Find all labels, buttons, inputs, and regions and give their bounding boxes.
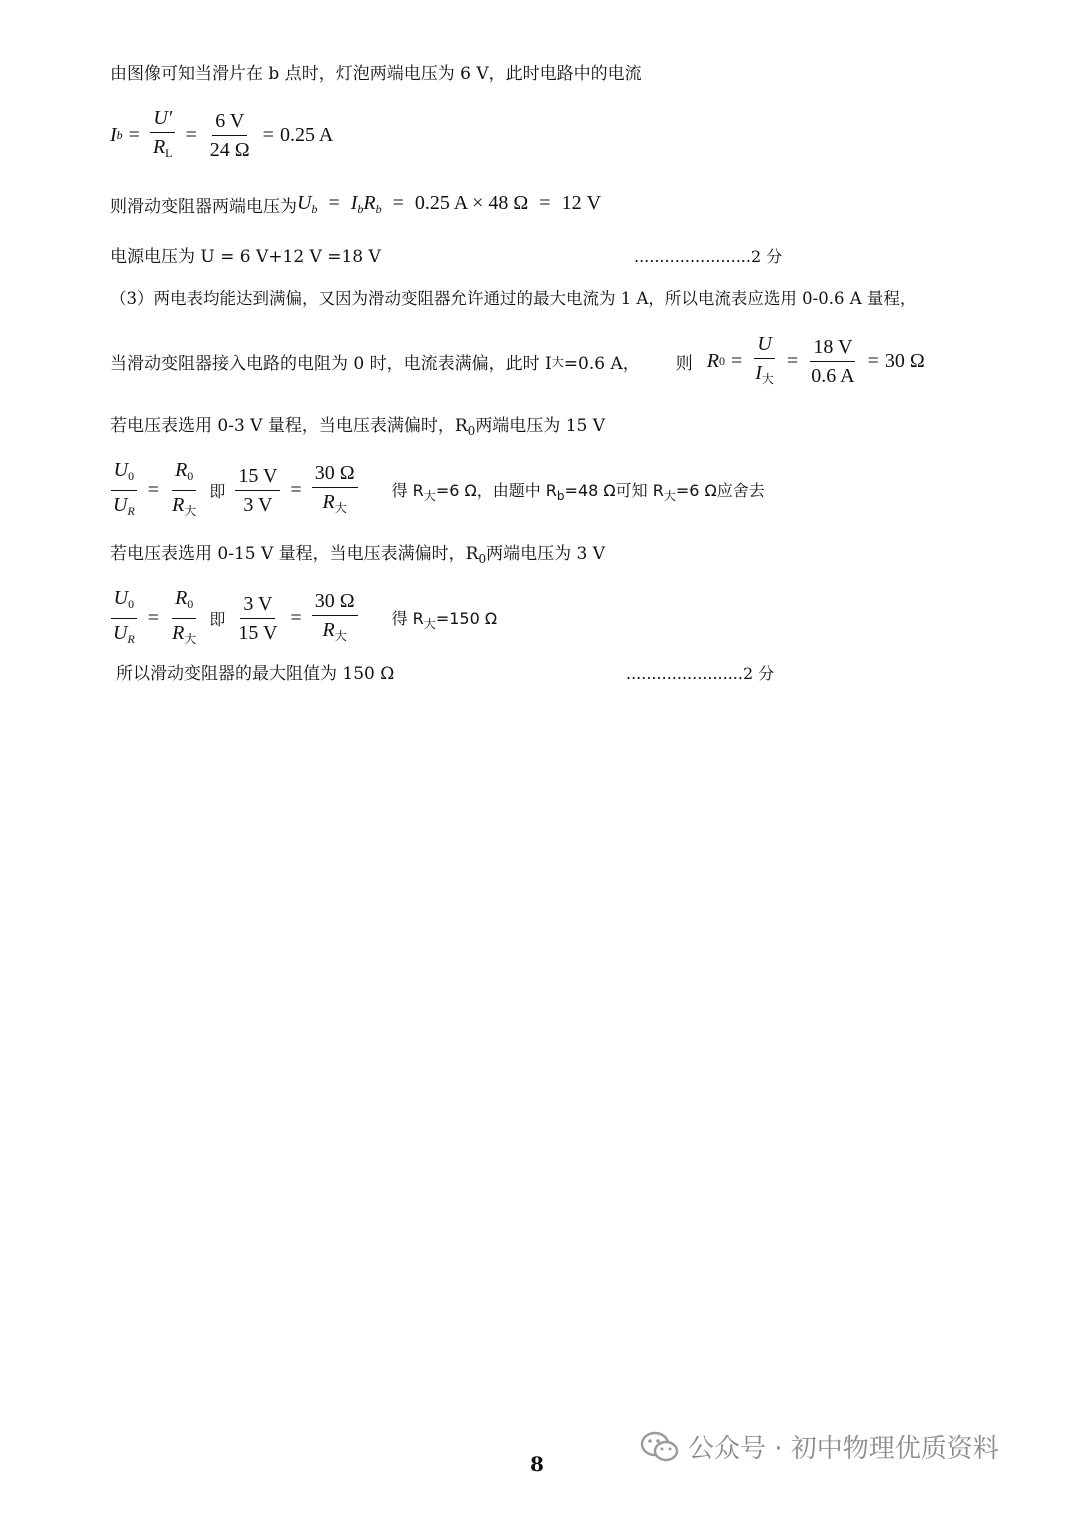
f4-den1: U bbox=[113, 494, 128, 516]
line-4-text: （3）两电表均能达到满偏，又因为滑动变阻器允许通过的最大电流为 1 A，所以电流表应选用 0-0.6 A 量程， bbox=[110, 289, 917, 308]
l7-sub3: 大 bbox=[663, 488, 676, 503]
watermark-text: 公众号 · 初中物理优质资料 bbox=[688, 1434, 999, 1464]
f5-num2: R bbox=[175, 587, 188, 609]
f4-frac-4 bbox=[312, 461, 358, 520]
f5-num2-sub: 0 bbox=[187, 597, 194, 611]
line-3-text: 电源电压为 U = 6 V+12 V =18 V bbox=[110, 247, 381, 267]
f4-den4: R bbox=[322, 491, 335, 513]
score-1: .......................2 分 bbox=[634, 247, 783, 266]
f3-frac-2 bbox=[808, 335, 857, 388]
f4-frac-2 bbox=[169, 458, 199, 523]
f2-a-sub: b bbox=[311, 202, 318, 216]
f1-den1: R bbox=[152, 136, 166, 158]
text-line-10 bbox=[116, 662, 394, 686]
f5-tail bbox=[392, 606, 498, 632]
f5-den2-sub: 大 bbox=[184, 632, 197, 646]
line-2-text: 则滑动变阻器两端电压为 bbox=[110, 197, 297, 217]
f5-frac-4 bbox=[312, 589, 358, 648]
f1-frac-2 bbox=[207, 109, 253, 162]
f4-num4: 30 Ω bbox=[312, 461, 358, 488]
line-8-text: 若电压表选用 0-15 V 量程，当电压表满偏时，R bbox=[110, 544, 479, 564]
text-line-8 bbox=[110, 542, 605, 571]
f5-den4: R bbox=[322, 619, 335, 641]
l9-sub: 大 bbox=[423, 616, 436, 631]
f3-num1: U bbox=[754, 332, 774, 359]
f4-num1-sub: 0 bbox=[128, 469, 135, 483]
text-line-1 bbox=[110, 62, 642, 86]
l7-c: =48 Ω可知 R bbox=[564, 480, 664, 500]
l7-sub1: 大 bbox=[423, 488, 436, 503]
f4-ji: 即 bbox=[209, 482, 226, 501]
f5-den3: 15 V bbox=[238, 622, 278, 644]
f4-frac-3 bbox=[235, 464, 280, 517]
wechat-icon bbox=[640, 1430, 680, 1464]
text-line-3 bbox=[110, 245, 381, 269]
f3-num2: 18 V bbox=[810, 335, 855, 362]
f1-den1-sub: L bbox=[165, 146, 173, 160]
l7-b: =6 Ω，由题中 R bbox=[435, 480, 557, 500]
f1-num2: 6 V bbox=[212, 109, 247, 136]
f3-lhs-sub: 0 bbox=[718, 354, 725, 368]
line-8-tail: 两端电压为 3 V bbox=[486, 544, 606, 564]
f5-den4-sub: 大 bbox=[334, 629, 347, 643]
f5-frac-2 bbox=[169, 586, 199, 651]
l7-a: 得 R bbox=[391, 480, 424, 500]
line-1-text: 由图像可知当滑片在 b 点时，灯泡两端电压为 6 V，此时电路中的电流 bbox=[110, 64, 642, 84]
f5-den1: U bbox=[113, 622, 128, 644]
f1-num1: U′ bbox=[150, 106, 175, 133]
text-line-6 bbox=[110, 414, 605, 443]
f1-lhs-sub: b bbox=[116, 128, 123, 142]
l9-b: =150 Ω bbox=[435, 608, 498, 628]
f5-ji: 即 bbox=[209, 610, 226, 629]
f5-num1-sub: 0 bbox=[128, 597, 135, 611]
f2-a: U bbox=[297, 192, 312, 214]
f2-result: 12 V bbox=[561, 192, 602, 214]
f3-den2: 0.6 A bbox=[811, 365, 855, 387]
l9-a: 得 R bbox=[391, 608, 424, 628]
f3-lhs: R bbox=[706, 350, 719, 372]
f4-den3: 3 V bbox=[243, 494, 273, 516]
f1-frac-1 bbox=[150, 106, 176, 165]
line-6-tail: 两端电压为 15 V bbox=[475, 416, 606, 436]
f4-tail bbox=[392, 478, 765, 504]
text-line-4 bbox=[110, 287, 916, 311]
score-2: .......................2 分 bbox=[626, 664, 775, 683]
f5-den1-sub: R bbox=[127, 632, 135, 646]
f4-num1: U bbox=[113, 459, 129, 481]
formula-r0: 当滑动变阻器接入电路的电阻为 0 时，电流表满偏，此时 I 大 =0.6 A， 则 R 0 = $\frac{U}{I_大}$ = $\frac{18 V}{0.6 A}$ = 30 Ω bbox=[110, 332, 925, 391]
f2-b: I bbox=[350, 192, 358, 214]
f2-c-sub: b bbox=[375, 202, 382, 216]
formula-ratio-2: $\frac{U_0}{U_R}$ = $\frac{R_0}{R_大}$ 即 $\frac{3 V}{15 V}$ = $\frac{30 \Omega}{R_大}$ 得 $R_大=150$ Ω bbox=[110, 586, 497, 651]
f3-den1: I bbox=[755, 362, 762, 384]
f1-den2: 24 Ω bbox=[209, 139, 250, 161]
f1-result: 0.25 A bbox=[279, 124, 334, 146]
f5-frac-3 bbox=[235, 592, 280, 645]
f2-b-sub: b bbox=[357, 202, 364, 216]
f5-frac-1 bbox=[110, 586, 138, 651]
f4-den1-sub: R bbox=[127, 504, 135, 518]
f5-den2: R bbox=[172, 622, 185, 644]
f4-frac-1 bbox=[110, 458, 138, 523]
line-5-then: 则 bbox=[675, 354, 693, 374]
line-5-mid: =0.6 A， bbox=[563, 354, 640, 374]
l7-d: =6 Ω应舍去 bbox=[675, 480, 765, 500]
page-number: 8 bbox=[530, 1452, 544, 1476]
line-8-sub: 0 bbox=[478, 552, 487, 566]
line-6-sub: 0 bbox=[467, 424, 476, 438]
f4-num3: 15 V bbox=[235, 464, 280, 491]
line-5-text: 当滑动变阻器接入电路的电阻为 0 时，电流表满偏，此时 I bbox=[110, 354, 552, 374]
f5-num3: 3 V bbox=[240, 592, 275, 619]
formula-current-ib: I b = $\frac{U'}{R_L}$ = $\frac{6 V}{24 \Omega}$ = 0.25 A bbox=[110, 106, 333, 165]
f5-num1: U bbox=[113, 587, 129, 609]
f4-num2: R bbox=[175, 459, 188, 481]
formula-voltage-ub: 则滑动变阻器两端电压为 $U_b = I_bR_b = 0.25$ A × 48 Ω = 12 V bbox=[110, 192, 602, 217]
f2-expr: 0.25 A × 48 Ω bbox=[414, 192, 529, 214]
f4-den4-sub: 大 bbox=[334, 501, 347, 515]
f4-num2-sub: 0 bbox=[187, 469, 194, 483]
f3-den1-sub: 大 bbox=[761, 372, 774, 386]
l7-sub2: b bbox=[556, 488, 565, 503]
line-10-text: 所以滑动变阻器的最大阻值为 150 Ω bbox=[116, 664, 395, 684]
f3-frac-1 bbox=[752, 332, 777, 391]
f5-num4: 30 Ω bbox=[312, 589, 358, 616]
formula-ratio-1: $\frac{U_0}{U_R}$ = $\frac{R_0}{R_大}$ 即 $\frac{15 V}{3 V}$ = $\frac{30 \Omega}{R_大}$ 得 $R_大=6$ Ω，由题中 $R_b=48$ Ω可知 $R_大=6$ Ω应舍去 bbox=[110, 458, 765, 523]
line-6-text: 若电压表选用 0-3 V 量程，当电压表满偏时，R bbox=[110, 416, 468, 436]
line-5-sub: 大 bbox=[551, 355, 564, 369]
f3-result: 30 Ω bbox=[884, 350, 925, 372]
f2-c: R bbox=[363, 192, 376, 214]
watermark bbox=[640, 1428, 999, 1465]
f4-den2: R bbox=[172, 494, 185, 516]
f4-den2-sub: 大 bbox=[184, 504, 197, 518]
f1-lhs: I bbox=[110, 124, 117, 146]
